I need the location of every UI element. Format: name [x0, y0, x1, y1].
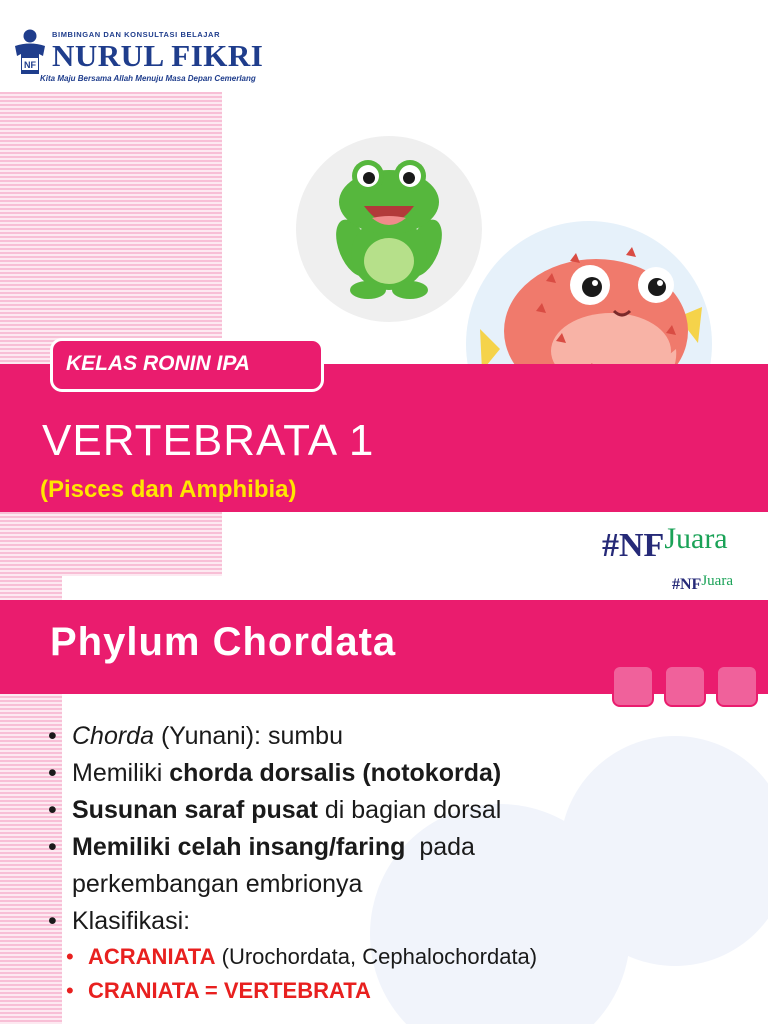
slide-title: Phylum Chordata: [50, 620, 397, 664]
decor-square: [716, 665, 758, 707]
bullet-item: • Memiliki celah insang/faring pada: [48, 829, 758, 866]
bullet-list: [48, 718, 758, 1008]
cover-subtitle: (Pisces dan Amphibia): [40, 476, 297, 503]
logo-badge: NF: [24, 60, 36, 70]
decor-square: [612, 665, 654, 707]
hashtag-large: [602, 522, 728, 565]
bullet-continuation: perkembangan embrionya: [72, 870, 363, 898]
cover-title: VERTEBRATA 1: [42, 416, 375, 465]
sub-bullet-item: • ACRANIATA (Urochordata, Cephalochordata): [48, 940, 758, 974]
hashtag-prefix: #NF: [602, 527, 665, 564]
hashtag-prefix: #NF: [672, 576, 702, 593]
logo-tagline: Kita Maju Bersama Allah Menuju Masa Depan Cemerlang: [40, 74, 256, 83]
bullet-item: • Klasifikasi:: [48, 903, 758, 940]
hashtag-suffix: Juara: [664, 522, 728, 555]
sub-bullet-item: • CRANIATA = VERTEBRATA: [48, 974, 758, 1008]
bullet-item: • Memiliki chorda dorsalis (notokorda): [48, 755, 758, 792]
logo: [0, 0, 268, 92]
hashtag-small: [672, 573, 733, 594]
decor-square: [664, 665, 706, 707]
content-slide: [0, 576, 768, 1024]
bullet-item: • Susunan saraf pusat di bagian dorsal: [48, 792, 758, 829]
stripe-decoration-bottom: [0, 512, 222, 576]
logo-name: NURUL FIKRI: [52, 38, 264, 73]
logo-top-text: BIMBINGAN DAN KONSULTASI BELAJAR: [52, 30, 221, 39]
frog-illustration-icon: [296, 136, 482, 322]
bullet-item: • Chorda (Yunani): sumbu: [48, 718, 758, 755]
hashtag-suffix: Juara: [701, 573, 733, 589]
class-label: KELAS RONIN IPA: [66, 352, 250, 375]
frog-circle: [296, 136, 482, 322]
